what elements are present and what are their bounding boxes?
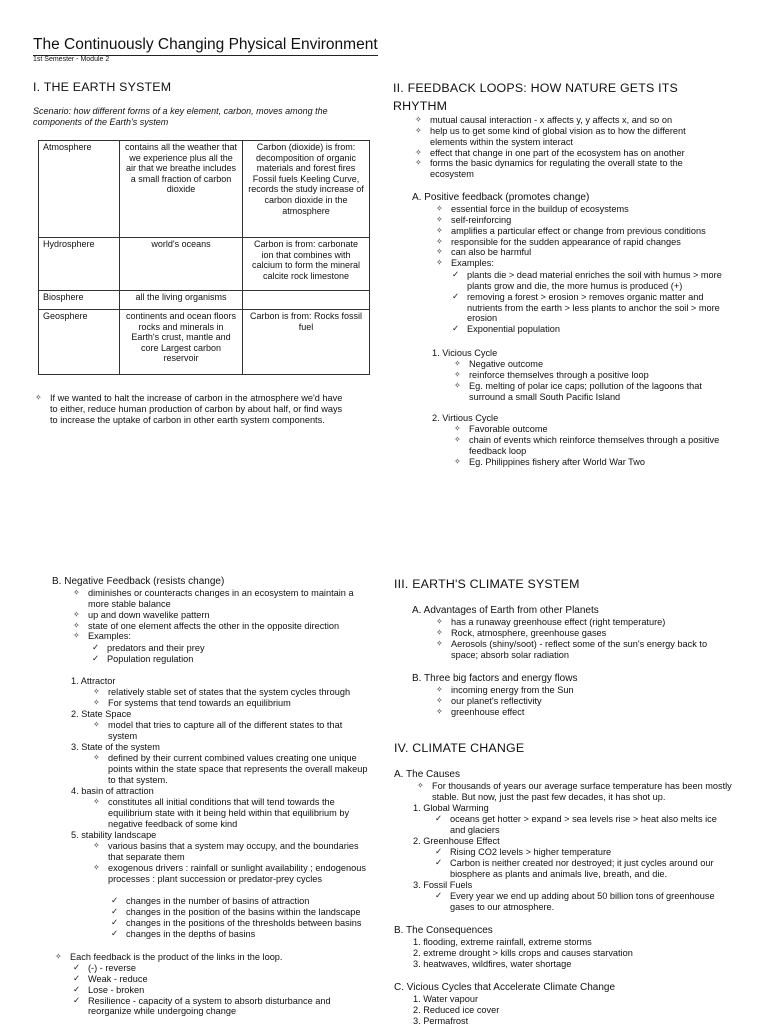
negative-feedback-bullets: [70, 588, 370, 642]
scenario-text: Scenario: how different forms of a key element, carbon, moves among the components of the Earth's system: [33, 106, 328, 127]
list-item: ✧ Eg. Philippines fishery after World War Two: [451, 457, 736, 468]
positive-feedback-heading: A. Positive feedback (promotes change): [412, 192, 590, 203]
big-factors-list: [433, 685, 733, 718]
causes-heading: A. The Causes: [394, 769, 460, 780]
table-cell: contains all the weather that we experience plus all the air that we breathe includes a small fraction of carbon dioxide: [120, 141, 243, 238]
list-item: ✧ state of one element affects the other in the opposite direction: [70, 621, 370, 632]
list-item: ✧ effect that change in one part of the ecosystem has on another: [412, 148, 712, 159]
causes-intro-list: [414, 781, 734, 803]
list-item: ✧ Each feedback is the product of the links in the loop.: [52, 952, 362, 963]
list-item: ✓ plants die > dead material enriches the soil with humus > more plants grow and die, the more humus is produced (+): [449, 270, 739, 292]
state-of-system-list: [90, 753, 370, 786]
list-item: ✧ relatively stable set of states that the system cycles through: [90, 687, 370, 698]
vicious-cycle-heading: 1. Vicious Cycle: [432, 348, 498, 358]
fossil-fuels-heading: 3. Fossil Fuels: [413, 880, 473, 890]
list-item: ✧ model that tries to capture all of the different states to that system: [90, 720, 370, 742]
list-item: ✧ can also be harmful: [433, 247, 733, 258]
list-item: ✧ various basins that a system may occupy, and the boundaries that separate them: [90, 841, 370, 863]
greenhouse-effect-list: [432, 847, 732, 880]
list-item: ✓ changes in the depths of basins: [108, 929, 378, 940]
list-item: ✓ (-) - reverse: [70, 963, 360, 974]
list-item: ✧ Eg. melting of polar ice caps; pollution of the lagoons that surround a small South Pacific Island: [451, 381, 736, 403]
table-cell: Carbon is from: carbonate ion that combines with calcium to form the mineral calcite rock limestone: [243, 238, 370, 291]
list-item: ✓ Resilience - capacity of a system to absorb disturbance and reorganize while undergoing change: [70, 996, 360, 1018]
feedback-product-list: [52, 952, 362, 963]
stability-landscape-heading: 5. stability landscape: [71, 830, 157, 840]
list-item: ✧ responsible for the sudden appearance of rapid changes: [433, 237, 733, 248]
list-item: ✧ Examples:: [433, 258, 733, 269]
list-item: ✓ changes in the positions of the thresholds between basins: [108, 918, 378, 929]
table-cell: all the living organisms: [120, 291, 243, 310]
list-item: ✧ greenhouse effect: [433, 707, 733, 718]
list-item: ✓ Exponential population: [449, 324, 739, 335]
list-item: 1. flooding, extreme rainfall, extreme storms: [413, 937, 592, 947]
list-item: ✧ constitutes all initial conditions that will tend towards the equilibrium state with it being held within that equilibrium by negative feedback of some kind: [90, 797, 370, 830]
table-cell: Atmosphere: [39, 141, 120, 238]
list-item: ✧ chain of events which reinforce themselves through a positive feedback loop: [451, 435, 736, 457]
virtious-cycle-list: [451, 424, 736, 467]
vicious-cycles-climate-list: [413, 994, 733, 1027]
table-row: [39, 291, 370, 310]
state-space-list: [90, 720, 370, 742]
section-feedback-loops-heading: II. FEEDBACK LOOPS: HOW NATURE GETS ITS RHYTHM: [393, 81, 679, 113]
list-item: ✧ forms the basic dynamics for regulating the overall state to the ecosystem: [412, 158, 712, 180]
section-earth-system-heading: I. THE EARTH SYSTEM: [33, 80, 172, 94]
landscape-changes-list: [108, 896, 378, 939]
negative-feedback-heading: B. Negative Feedback (resists change): [52, 576, 225, 587]
list-item: ✓ Every year we end up adding about 50 billion tons of greenhouse gases to our atmosphere.: [432, 891, 732, 913]
advantages-list: [433, 617, 733, 660]
table-cell: Geosphere: [39, 310, 120, 375]
positive-feedback-bullets: [433, 204, 733, 269]
list-item: ✧ up and down wavelike pattern: [70, 610, 370, 621]
list-item: ✓ Population regulation: [89, 654, 369, 665]
list-item: ✓ changes in the position of the basins within the landscape: [108, 907, 378, 918]
list-item: ✧ our planet's reflectivity: [433, 696, 733, 707]
list-item: 1. Water vapour: [413, 994, 479, 1004]
list-item: ✧ mutual causal interaction - x affects y, y affects x, and so on: [412, 115, 712, 126]
carbon-note-list: [32, 393, 350, 426]
page-subtitle: 1st Semester - Module 2: [33, 56, 110, 63]
list-item: ✓ Rising CO2 levels > higher temperature: [432, 847, 732, 858]
positive-examples-list: [449, 270, 739, 335]
list-item: ✧ If we wanted to halt the increase of carbon in the atmosphere we'd have to either, reduce human production of carbon by about half, or find ways to increase the uptake of carbon in other earth system components.: [32, 393, 350, 426]
list-item: ✧ Examples:: [70, 631, 370, 642]
attractor-heading: 1. Attractor: [71, 676, 116, 686]
virtious-cycle-heading: 2. Virtious Cycle: [432, 413, 499, 423]
table-cell: Carbon is from: Rocks fossil fuel: [243, 310, 370, 375]
big-factors-heading: B. Three big factors and energy flows: [412, 673, 578, 684]
consequences-heading: B. The Consequences: [394, 925, 493, 936]
feedback-product-checks: [70, 963, 360, 1017]
list-item: ✧ incoming energy from the Sun: [433, 685, 733, 696]
negative-examples-list: [89, 643, 369, 665]
list-item: ✓ Lose - broken: [70, 985, 360, 996]
vicious-cycle-list: [451, 359, 736, 402]
basin-heading: 4. basin of attraction: [71, 786, 154, 796]
table-cell: world's oceans: [120, 238, 243, 291]
table-cell: Biosphere: [39, 291, 120, 310]
feedback-bullets: [412, 115, 712, 180]
list-item: ✧ Aerosols (shiny/soot) - reflect some of the sun's energy back to space; absorb solar radiation: [433, 639, 733, 661]
attractor-list: [90, 687, 370, 709]
table-row: [39, 141, 370, 238]
list-item: ✧ diminishes or counteracts changes in an ecosystem to maintain a more stable balance: [70, 588, 370, 610]
list-item: ✧ Favorable outcome: [451, 424, 736, 435]
list-item: ✧ help us to get some kind of global vision as to how the different elements within the system interact: [412, 126, 712, 148]
earth-system-table: [38, 140, 370, 375]
list-item: ✧ reinforce themselves through a positive loop: [451, 370, 736, 381]
list-item: ✧ For thousands of years our average surface temperature has been mostly stable. But now, just the past few decades, it has shot up.: [414, 781, 734, 803]
stability-landscape-list: [90, 841, 370, 884]
list-item: ✧ Negative outcome: [451, 359, 736, 370]
table-row: [39, 238, 370, 291]
list-item: ✓ Weak - reduce: [70, 974, 360, 985]
list-item: ✧ For systems that tend towards an equilibrium: [90, 698, 370, 709]
table-cell: Carbon (dioxide) is from: decomposition of organic materials and forest fires Fossil fuels Keeling Curve, records the study increase of carbon dioxide in the atmosphere: [243, 141, 370, 238]
section-climate-system-heading: III. EARTH'S CLIMATE SYSTEM: [394, 577, 580, 591]
table-row: [39, 310, 370, 375]
list-item: ✧ self-reinforcing: [433, 215, 733, 226]
fossil-fuels-list: [432, 891, 732, 913]
list-item: ✓ removing a forest > erosion > removes organic matter and nutrients from the earth > less plants to anchor the soil > more erosion: [449, 292, 739, 325]
list-item: ✧ has a runaway greenhouse effect (right temperature): [433, 617, 733, 628]
list-item: 2. extreme drought > kills crops and causes starvation: [413, 947, 633, 958]
greenhouse-effect-heading: 2. Greenhouse Effect: [413, 836, 500, 846]
table-cell: continents and ocean floors rocks and minerals in Earth's crust, mantle and core Largest carbon reservoir: [120, 310, 243, 375]
list-item: 2. Reduced ice cover: [413, 1004, 500, 1015]
consequences-list: [413, 937, 733, 970]
list-item: ✧ exogenous drivers : rainfall or sunlight availability ; endogenous processes : plant succession or predator-prey cycles: [90, 863, 370, 885]
table-cell: Hydrosphere: [39, 238, 120, 291]
list-item: ✧ essential force in the buildup of ecosystems: [433, 204, 733, 215]
list-item: ✓ oceans get hotter > expand > sea levels rise > heat also melts ice and glaciers: [432, 814, 732, 836]
list-item: ✧ amplifies a particular effect or change from previous conditions: [433, 226, 733, 237]
list-item: ✓ changes in the number of basins of attraction: [108, 896, 378, 907]
list-item: ✓ predators and their prey: [89, 643, 369, 654]
list-item: 3. Permafrost: [413, 1015, 469, 1026]
table-cell: [243, 291, 370, 310]
list-item: ✓ Carbon is neither created nor destroyed; it just cycles around our biosphere as plants and animals live, breath, and die.: [432, 858, 732, 880]
basin-list: [90, 797, 370, 830]
state-space-heading: 2. State Space: [71, 709, 132, 719]
page-title: The Continuously Changing Physical Environment: [33, 36, 378, 56]
global-warming-heading: 1. Global Warming: [413, 803, 489, 813]
list-item: ✧ defined by their current combined values creating one unique points within the state space that represents the overall makeup to that system.: [90, 753, 370, 786]
vicious-cycles-climate-heading: C. Vicious Cycles that Accelerate Climate Change: [394, 982, 616, 993]
section-climate-change-heading: IV. CLIMATE CHANGE: [394, 741, 525, 755]
advantages-heading: A. Advantages of Earth from other Planets: [412, 605, 599, 616]
global-warming-list: [432, 814, 732, 836]
list-item: ✧ Rock, atmosphere, greenhouse gases: [433, 628, 733, 639]
state-of-system-heading: 3. State of the system: [71, 742, 160, 752]
list-item: 3. heatwaves, wildfires, water shortage: [413, 958, 572, 969]
